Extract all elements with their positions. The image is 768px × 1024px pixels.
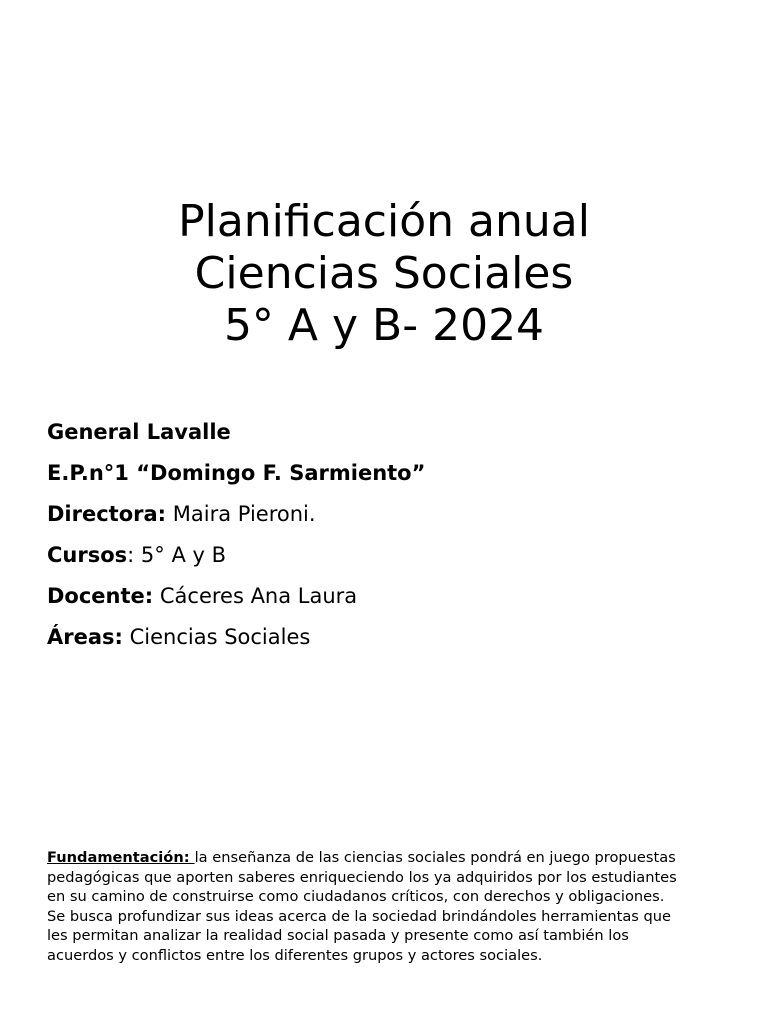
fundamentacion-label: Fundamentación: bbox=[47, 849, 195, 866]
title-line-3: 5° A y B- 2024 bbox=[223, 300, 545, 351]
fundamentacion-paragraph bbox=[47, 848, 727, 966]
title-line-2: Ciencias Sociales bbox=[194, 248, 574, 299]
fundamentacion-line-3: en su camino de construirse como ciudadanos críticos, con derechos y obligaciones. bbox=[47, 888, 665, 906]
school-name-line: E.P.n°1 “Domingo F. Sarmiento” bbox=[47, 461, 426, 485]
cursos-label: Cursos bbox=[47, 543, 128, 567]
fundamentacion-line-6: acuerdos y conflictos entre los diferentes grupos y actores sociales. bbox=[47, 946, 543, 964]
school-info bbox=[47, 418, 727, 664]
docente-value: Cáceres Ana Laura bbox=[153, 584, 358, 608]
areas-label: Áreas: bbox=[47, 625, 123, 649]
document-title bbox=[0, 196, 768, 352]
directora-label: Directora: bbox=[47, 502, 167, 526]
areas-line bbox=[47, 623, 727, 664]
docente-label: Docente: bbox=[47, 584, 154, 608]
location-line: General Lavalle bbox=[47, 420, 231, 444]
fundamentacion-line-4: Se busca profundizar sus ideas acerca de la sociedad brindándoles herramientas que bbox=[47, 907, 671, 925]
fundamentacion-text: la enseñanza de las ciencias sociales pondrá en juego propuestas bbox=[194, 849, 676, 866]
directora-line bbox=[47, 500, 727, 541]
cursos-value: : 5° A y B bbox=[127, 543, 226, 567]
title-line-1: Planificación anual bbox=[178, 196, 590, 247]
fundamentacion-line-2: pedagógicas que aporten saberes enriqueciendo los ya adquiridos por los estudiantes bbox=[47, 868, 677, 886]
directora-value: Maira Pieroni. bbox=[166, 502, 316, 526]
docente-line bbox=[47, 582, 727, 623]
cursos-line bbox=[47, 541, 727, 582]
areas-value: Ciencias Sociales bbox=[122, 625, 311, 649]
fundamentacion-line-1 bbox=[47, 848, 727, 868]
fundamentacion-line-5: les permitan analizar la realidad social pasada y presente como así también los bbox=[47, 927, 629, 945]
